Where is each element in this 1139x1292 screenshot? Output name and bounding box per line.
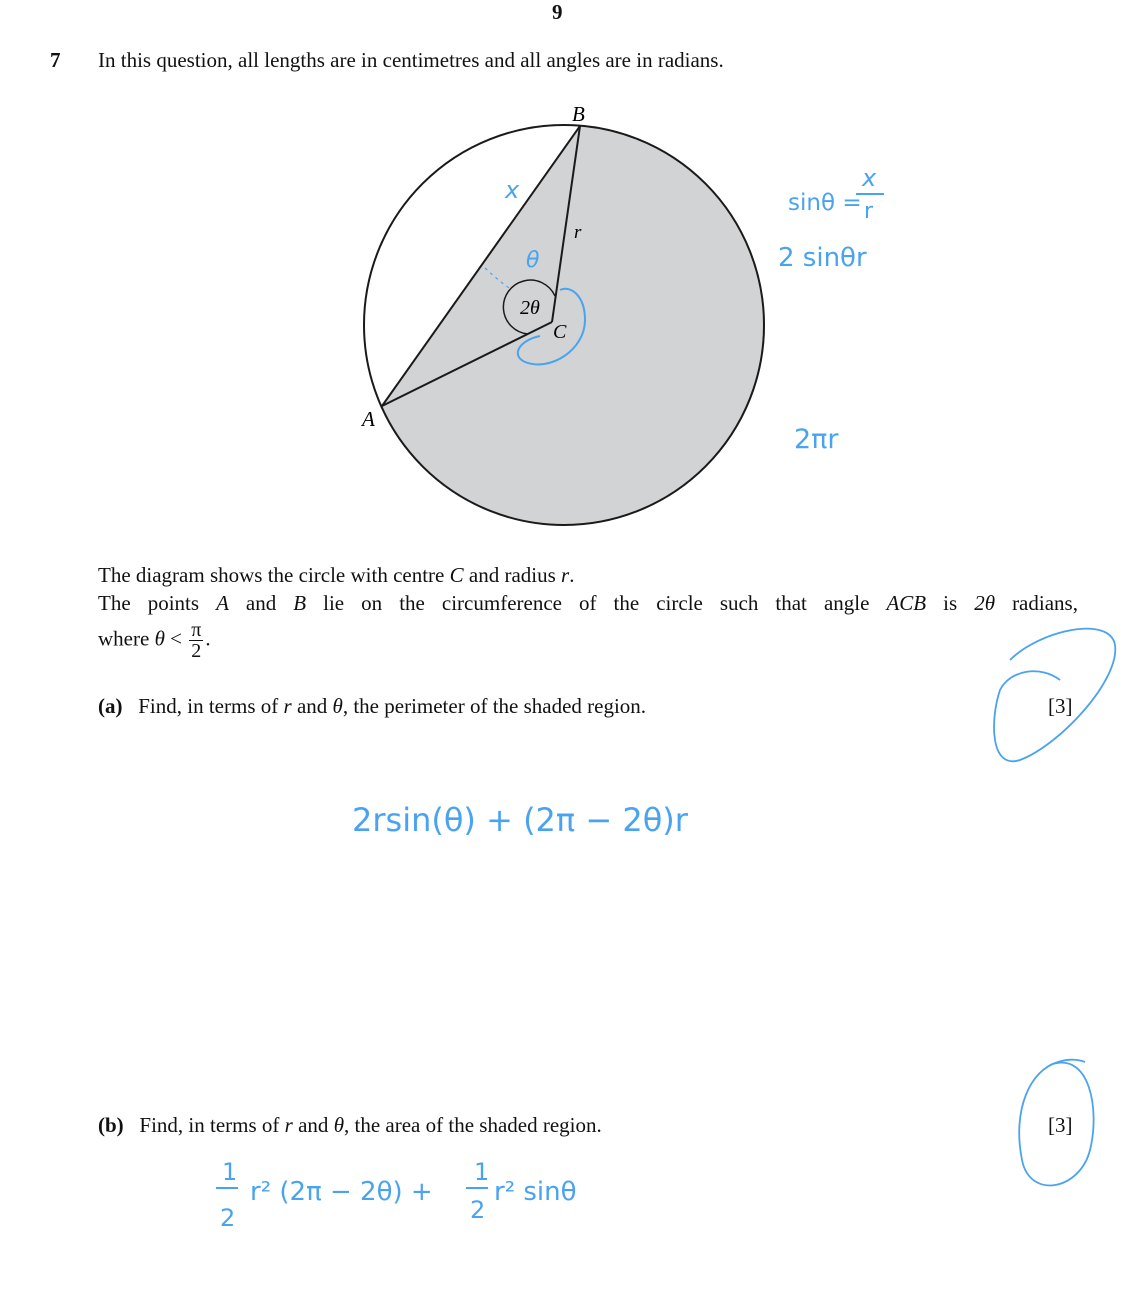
part-a-label: (a) [98,694,123,718]
desc-word: on [361,591,383,615]
fraction-pi-over-2 [189,620,203,661]
desc-c: C [449,563,464,587]
desc-word: is [943,591,958,615]
part-a-marks: [3] [1048,694,1073,718]
hand-answer-b-half2-den: 2 [470,1196,486,1224]
description-line-1 [98,563,574,588]
desc-word: lie [323,591,345,615]
frac-numerator: π [191,619,202,641]
desc-word: such [719,591,759,615]
desc-text: and radius [463,563,562,587]
desc-period: . [569,563,575,587]
hand-theta-label: θ [526,248,540,273]
label-b: B [572,102,585,126]
desc-word: angle [823,591,870,615]
desc-word: that [775,591,807,615]
part-a-text: Find, in terms of [138,694,284,718]
desc-word: the [399,591,425,615]
question-number: 7 [50,48,61,72]
desc-word: B [293,591,307,615]
part-b-marks: [3] [1048,1113,1073,1137]
hand-two-sin: 2 sinθr [778,243,867,273]
part-a-text: , the perimeter of the shaded region. [342,694,647,718]
desc-period: . [205,626,211,651]
part-b-text: Find, in terms of [139,1113,285,1137]
desc-word: radians, [1012,591,1078,615]
part-a-r: r [283,694,292,718]
part-b-label: (b) [98,1113,124,1137]
part-a-text: and [291,694,333,718]
part-a-question [98,694,646,719]
desc-word: circle [656,591,703,615]
hand-answer-b-half1-den: 2 [220,1204,236,1232]
question-intro: In this question, all lengths are in centimetres and all angles are in radians. [98,48,724,72]
page-number: 9 [552,0,563,24]
part-a-theta: θ [332,694,343,718]
desc-word: ACB [886,591,927,615]
label-c: C [553,321,567,343]
desc-word: The [98,591,131,615]
hand-answer-b-half2-num: 1 [474,1158,490,1186]
hand-answer-b-half1-num: 1 [222,1158,238,1186]
hand-two-pi-r: 2πr [794,424,839,455]
hand-sin-den: r [864,199,874,224]
part-b-r: r [284,1113,293,1137]
label-2theta: 2θ [520,297,540,319]
desc-where: where [98,626,155,651]
desc-word: A [216,591,229,615]
part-b-text: and [292,1113,334,1137]
desc-theta: θ [154,626,165,651]
label-r: r [574,222,582,243]
hand-sin-num: x [862,164,877,192]
desc-word: points [147,591,200,615]
desc-word: circumference [441,591,562,615]
description-line-2 [98,591,1078,616]
desc-word: the [613,591,640,615]
desc-r: r [561,563,570,587]
desc-lt: < [164,626,188,651]
desc-word: and [245,591,277,615]
part-b-text: , the area of the shaded region. [344,1113,602,1137]
hand-x-label: x [505,176,520,204]
part-b-theta: θ [333,1113,345,1137]
label-a: A [362,407,375,431]
part-b-question [98,1113,602,1138]
hand-sin-eq: sinθ = [788,190,862,216]
desc-word: of [579,591,597,615]
desc-text: The diagram shows the circle with centre [98,563,450,587]
desc-word: 2θ [974,591,996,615]
hand-answer-b-part2: r² sinθ [494,1177,577,1207]
description-line-3 [98,620,211,661]
hand-answer-a: 2rsin(θ) + (2π − 2θ)r [352,801,688,839]
hand-answer-b-part1: r² (2π − 2θ) + [250,1177,433,1207]
frac-denominator: 2 [191,640,202,662]
